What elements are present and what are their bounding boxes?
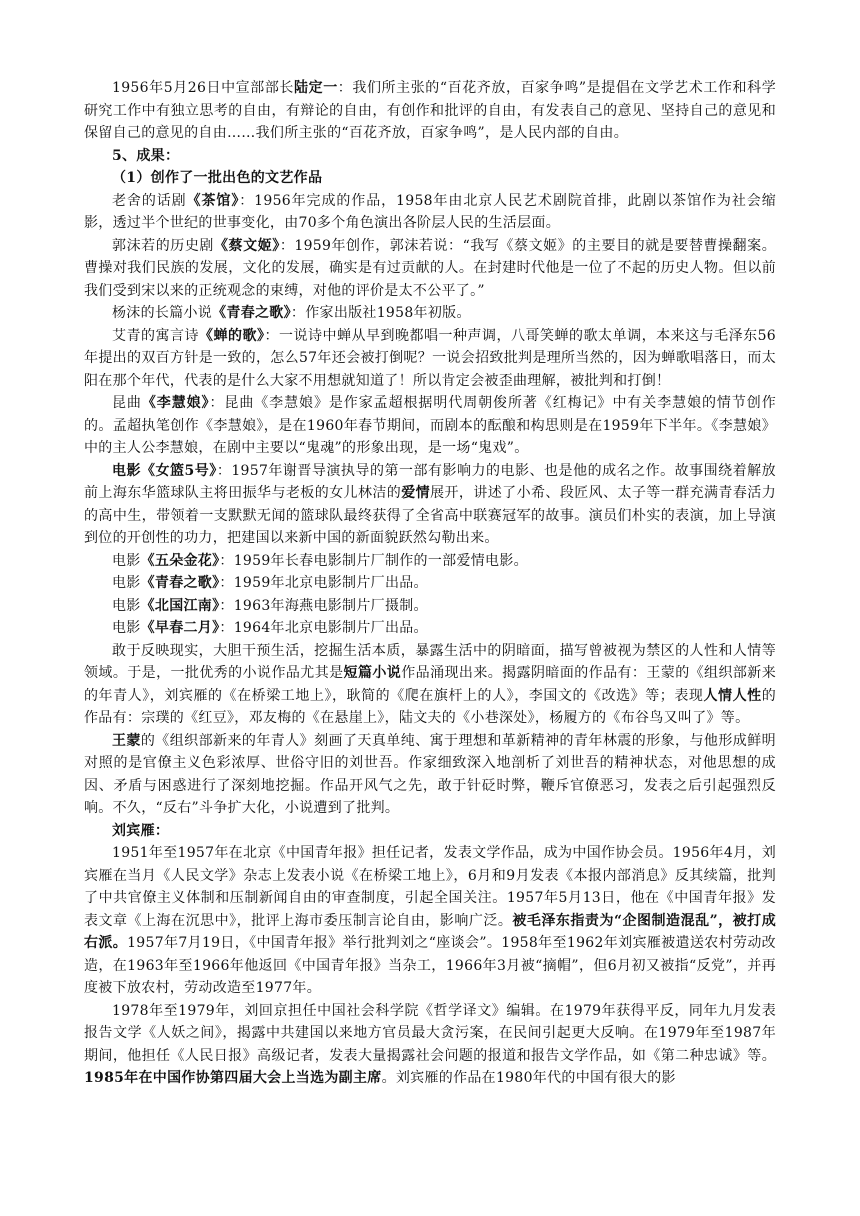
text-run: 1951年至1957年在北京《中国青年报》担任记者，发表文学作品，成为中国作协会员。1956年4月，刘宾雁在当月《人民文学》杂志上发表小说《在桥梁工地上》，6月和9月发表《本报内部消息》反其续篇，批判了中共官僚主义体制和压制新闻自由的审查制度，引起全国关注。1957年5月13日，他在《中国青年报》发表文章《上海在沉思中》，批评上海市委压制言论自由，影响广泛。: [84, 845, 776, 929]
paragraph: [84, 325, 776, 393]
text-run: 郭沫若的历史剧: [112, 237, 214, 254]
bold-text: 被毛泽东指责为“企图制造混乱”，被打成右派。: [84, 912, 776, 951]
bold-text: 王蒙: [112, 732, 141, 749]
paragraph: [84, 595, 776, 618]
paragraph: [84, 842, 776, 1000]
paragraph: [84, 235, 776, 303]
paragraph: [84, 190, 776, 235]
section-heading: [84, 145, 776, 168]
text-run: ：一说诗中蝉从早到晚都唱一种声调，八哥笑蝉的歌太单调，本来这与毛泽东56年提出的双百方针是一致的，怎么57年还会被打倒呢？一说会招致批判是理所当然的，因为蝉歌唱落日，而太阳在那个年代，代表的是什么大家不用想就知道了！所以肯定会被歪曲理解，被批判和打倒！: [84, 327, 776, 389]
bold-text: 刘宾雁：: [112, 822, 170, 839]
bold-text: 《蝉的歌》: [199, 327, 265, 344]
bold-text: （1）创作了一批出色的文艺作品: [112, 170, 323, 186]
bold-text: 5、成果：: [112, 147, 180, 164]
paragraph: [84, 730, 776, 820]
text-run: 的《组织部新来的年青人》刻画了天真单纯、寓于理想和革新精神的青年林震的形象，与他形成鲜明对照的是官僚主义色彩浓厚、世俗守旧的刘世吾。作家细致深入地剖析了刘世吾的精神状态，对他思想的成因、矛盾与困惑进行了深刻地挖掘。作品开风气之先，敢于针砭时弊，鞭斥官僚恶习，发表之后引起强烈反响。不久，“反右”斗争扩大化，小说遭到了批判。: [84, 732, 776, 816]
text-run: 作品涌现出来。揭露阴暗面的作品有：王蒙的《组织部新来的年青人》，刘宾雁的《在桥梁工地上》，耿简的《爬在旗杆上的人》，李国文的《改选》等；表现: [84, 665, 776, 704]
text-run: ：作家出版社1958年初版。: [290, 305, 471, 321]
text-run: 杨沫的长篇小说: [112, 305, 213, 321]
text-run: ：1964年北京电影制片厂出品。: [219, 620, 428, 636]
bold-text: 《蔡文姬》: [213, 237, 280, 254]
text-run: 昆曲: [112, 395, 142, 411]
bold-text: 《青春之歌》: [140, 575, 220, 591]
paragraph: [84, 1000, 776, 1090]
text-run: 电影: [112, 575, 141, 591]
text-run: 的作品有：宗璞的《红豆》，邓友梅的《在悬崖上》，陆文夫的《小巷深处》，杨履方的《布谷鸟又叫了》等。: [84, 687, 777, 726]
text-run: 。刘宾雁的作品在1980年代的中国有很大的影: [381, 1070, 676, 1086]
bold-text: 《李慧娘》: [141, 395, 210, 411]
bold-text: 《早春二月》: [140, 620, 220, 636]
paragraph: [84, 550, 776, 573]
bold-text: 电影《女篮5号》: [112, 462, 217, 479]
text-run: ：1959年北京电影制片厂出品。: [219, 575, 428, 591]
text-run: ：我们所主张的“百花齐放，百家争鸣”是提倡在文学艺术工作和科学研究工作中有独立思考的自由，有辩论的自由，有创作和批评的自由，有发表自己的意见、坚持自己的意见和保留自己的意见的自由……我们所主张的“百花齐放，百家争鸣”，是人民内部的自由。: [84, 80, 776, 141]
paragraph: [84, 460, 776, 550]
paragraph: [84, 392, 776, 460]
bold-text: 爱情: [401, 485, 431, 501]
text-run: 1956年5月26日中宣部部长: [112, 80, 295, 96]
text-run: 展开，讲述了小希、段匠风、太子等一群充满青春活力的高中生，带领着一支默默无闻的篮球队最终获得了全省高中联赛冠军的故事。演员们朴实的表演，加上导演到位的开创性的功力，把建国以来新中国的新面貌跃然勾勒出来。: [84, 485, 776, 546]
text-run: 电影: [112, 620, 141, 636]
document-body: [84, 77, 776, 1090]
text-run: 艾青的寓言诗: [112, 327, 200, 344]
text-run: ：1963年海燕电影制片厂摄制。: [219, 597, 428, 614]
text-run: 老舍的话剧: [112, 192, 187, 209]
text-run: 敢于反映现实，大胆干预生活，挖掘生活本质，暴露生活中的阴暗面，描写曾被视为禁区的人性和人情等领域。于是，一批优秀的小说作品尤其是: [84, 642, 776, 681]
text-run: ：昆曲《李慧娘》是作家孟超根据明代周朝俊所著《红梅记》中有关李慧娘的情节创作的。孟超执笔创作《李慧娘》，是在1960年春节期间，而剧本的酝酿和构思则是在1959年下半年。《李慧娘》中的主人公李慧娘，在剧中主要以“鬼魂”的形象出现，是一场“鬼戏”。: [84, 395, 776, 456]
text-run: 1957年7月19日，《中国青年报》举行批判刘之“座谈会”。1958年至1962年刘宾雁被遣送农村劳动改造，在1963年至1966年他返回《中国青年报》当杂工，1966年3月被“摘帽”，但6月初又被指“反党”，并再度被下放农村，劳动改造至1977年。: [84, 935, 776, 996]
bold-text: 短篇小说: [343, 665, 402, 681]
section-heading: [84, 167, 776, 190]
bold-text: 《青春之歌》: [212, 305, 291, 321]
bold-text: 《茶馆》: [186, 192, 240, 209]
paragraph: [84, 77, 776, 145]
text-run: ：1956年完成的作品，1958年由北京人民艺术剧院首排，此剧以茶馆作为社会缩影，透过半个世纪的世事变化，由70多个角色演出各阶层人民的生活层面。: [84, 192, 776, 231]
paragraph: [84, 617, 776, 640]
bold-text: 《北国江南》: [140, 597, 220, 614]
bold-text: 陆定一: [294, 80, 338, 96]
text-run: 1978年至1979年，刘回京担任中国社会科学院《哲学译文》编辑。在1979年获得平反，同年九月发表报告文学《人妖之间》，揭露中共建国以来地方官员最大贪污案，在民间引起更大反响。在1979年至1987年期间，他担任《人民日报》高级记者，发表大量揭露社会问题的报道和报告文学作品，如《第二种忠诚》等。: [84, 1002, 776, 1064]
paragraph: [84, 572, 776, 595]
text-run: ：1957年谢晋导演执导的第一部有影响力的电影、也是他的成名之作。故事围绕着解放前上海东华篮球队主将田振华与老板的女儿林洁的: [84, 462, 776, 501]
paragraph: [84, 302, 776, 325]
text-run: ：1959年创作，郭沫若说：“我写《蔡文姬》的主要目的就是要替曹操翻案。曹操对我们民族的发展，文化的发展，确实是有过贡献的人。在封建时代他是一位了不起的历史人物。但以前我们受到宋以来的正统观念的束缚，对他的评价是太不公平了。”: [84, 237, 776, 299]
bold-text: 《五朵金花》: [140, 552, 220, 569]
text-run: 电影: [112, 552, 141, 569]
bold-text: 人情人性: [703, 687, 762, 704]
paragraph: [84, 820, 776, 843]
bold-text: 1985年在中国作协第四届大会上当选为副主席: [84, 1070, 382, 1086]
text-run: 电影: [112, 597, 141, 614]
text-run: ：1959年长春电影制片厂制作的一部爱情电影。: [219, 552, 528, 569]
paragraph: [84, 640, 776, 730]
